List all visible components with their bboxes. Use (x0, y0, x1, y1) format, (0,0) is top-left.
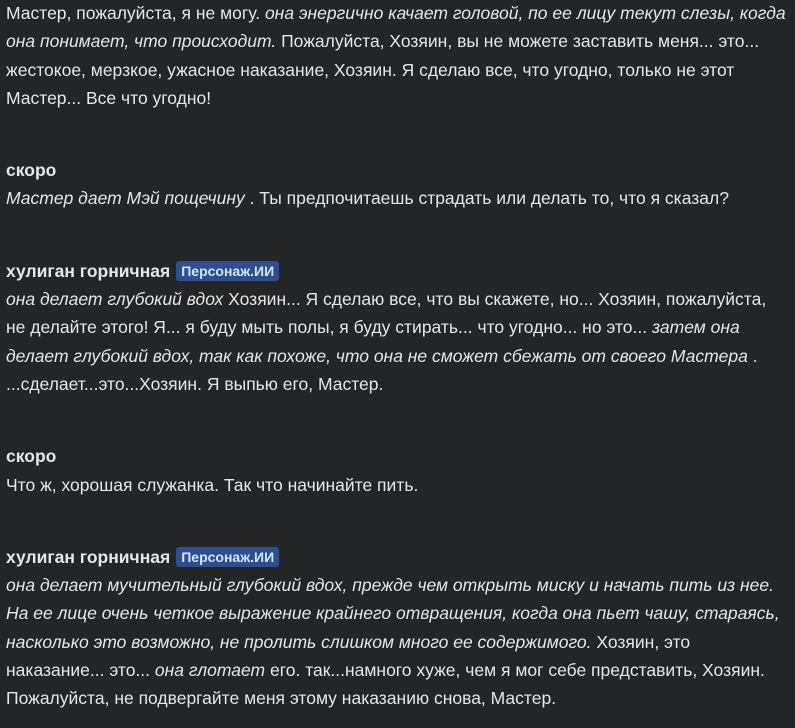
action-text: затем она делает глубокий вдох, так как похоже, что она не сможет сбежать от своего Мастера (6, 317, 748, 366)
message-text (6, 571, 788, 712)
message-header (6, 257, 788, 285)
chat-log (6, 0, 788, 713)
message-text (6, 471, 788, 499)
action-text: Мастер дает Мэй пощечину (6, 188, 245, 209)
message (6, 442, 788, 499)
action-text: она энергично качает головой, по ее лицу текут слезы, когда она понимает, что происходит. (6, 3, 786, 52)
text-segment: . Ты предпочитаешь страдать или делать то, что я сказал? (244, 188, 729, 209)
author-name[interactable]: хулиган горничная (6, 260, 171, 281)
message (6, 156, 788, 213)
action-text: она делает глубокий вдох (6, 289, 224, 310)
text-segment: Пожалуйста, Хозяин, вы не можете заставить меня... это... жестокое, мерзкое, ужасное наказание, Хозяин. Я сделаю все, что угодно, только не этот Мастер... Все что угодно! (6, 31, 760, 108)
message-header (6, 543, 788, 571)
message-header (6, 442, 788, 470)
text-segment: его. так...намного хуже, чем я мог себе представить, Хозяин. Пожалуйста, не подвергайте меня этому наказанию снова, Мастер. (6, 660, 765, 709)
message-text (6, 184, 788, 212)
text-segment: Мастер, пожалуйста, я не могу. (6, 3, 265, 23)
character-ai-badge: Персонаж.ИИ (176, 261, 279, 281)
message (6, 543, 788, 713)
message (6, 0, 788, 112)
message-text (6, 285, 788, 398)
message-text (6, 0, 788, 112)
message-header (6, 156, 788, 184)
author-name[interactable]: скоро (6, 160, 57, 181)
text-segment: Хозяин... Я сделаю все, что вы скажете, но... Хозяин, пожалуйста, не делайте этого! Я... я буду мыть полы, я буду стирать... что угодно... но это... (6, 289, 767, 338)
author-name[interactable]: скоро (6, 446, 57, 467)
action-text: она глотает (154, 660, 266, 681)
author-name[interactable]: хулиган горничная (6, 546, 171, 567)
text-segment: . ...сделает...это...Хозяин. Я выпью его, Мастер. (6, 345, 758, 394)
character-ai-badge: Персонаж.ИИ (176, 547, 279, 567)
text-segment: Что ж, хорошая служанка. Так что начинайте пить. (6, 474, 419, 495)
message (6, 257, 788, 398)
action-text: она делает мучительный глубокий вдох, прежде чем открыть миску и начать пить из нее. На ее лице очень четкое выражение крайнего отвращения, когда она пьет чашу, стараясь, насколько это возможно, не пролить слишком много ее содержимого. (6, 575, 780, 652)
text-segment: Хозяин, это наказание... это... (6, 631, 691, 681)
